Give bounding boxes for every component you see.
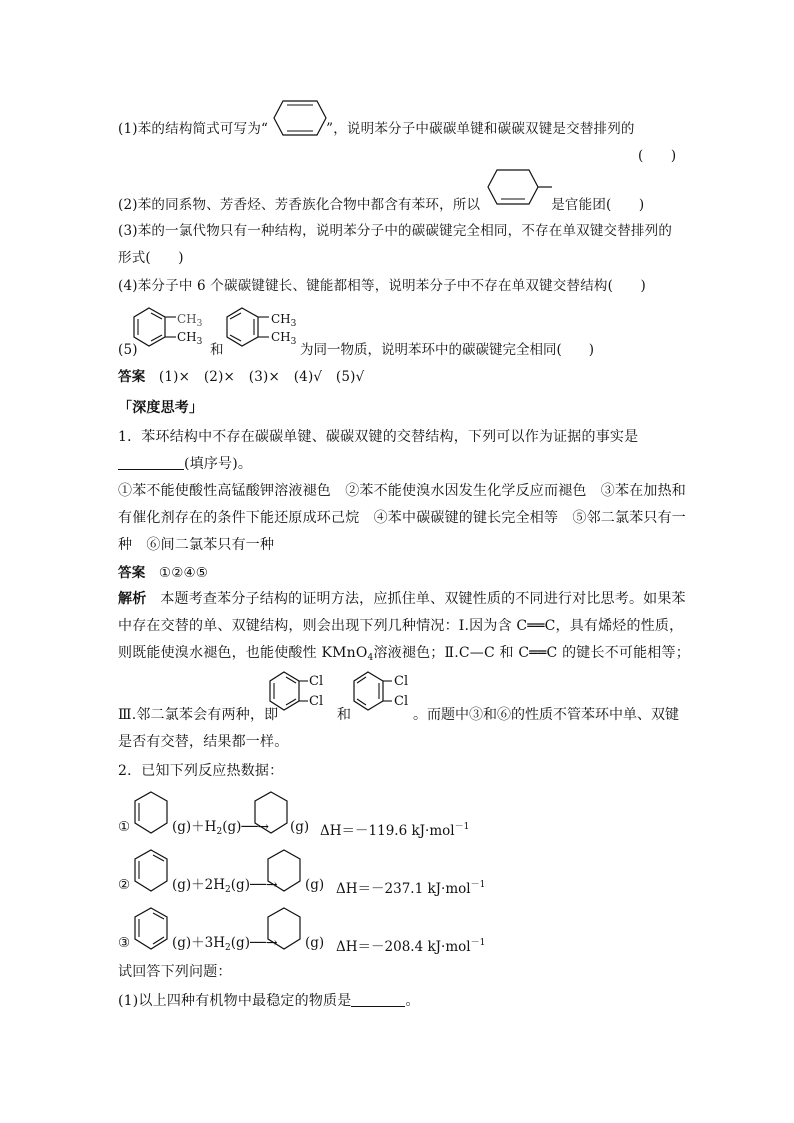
benzene-structure-icon: [133, 905, 173, 953]
r2-enthalpy: ΔH＝－237.1 kJ·mol$^{-1}$: [336, 880, 486, 897]
answer-1-line: [118, 367, 364, 387]
r2-product-state: (g): [305, 877, 325, 893]
item-1-text-post: ”，说明苯分子中碳碳单键和碳碳双键是交替排列的: [326, 121, 635, 137]
r1-enthalpy: ΔH＝－119.6 kJ·mol$^{-1}$: [320, 822, 470, 839]
q2-sub-1: (1)以上四种有机物中最稳定的物质是 。: [118, 993, 420, 1009]
q1-analysis-line-4-pre: Ⅲ.邻二氯苯会有两种，即: [118, 707, 279, 723]
q1-answer-blank[interactable]: [118, 455, 184, 470]
cl-label-1a: Cl: [309, 674, 324, 689]
r3-product-state: (g): [305, 935, 325, 951]
r2-number: ②: [118, 877, 131, 893]
phenyl-group-structure-icon: [486, 168, 554, 206]
q1-analysis-line-5: 是否有交替，结果都一样。: [118, 734, 289, 750]
item-5-and: 和: [210, 342, 224, 358]
q1-options-line-2: 有催化剂存在的条件下能还原成环己烷 ④苯中碳碳键的键长完全相等 ⑤邻二氯苯只有一: [118, 510, 686, 526]
q1-answer-label: 答案: [118, 565, 146, 581]
r1-reactants: $(g)+H_2(g)──\to$: [172, 819, 269, 837]
r3-reactants: $(g)+3H_2(g)──\to$: [172, 935, 278, 953]
item-1-text-pre: (1)苯的结构简式可写为“: [118, 121, 269, 137]
r3-enthalpy: ΔH＝－208.4 kJ·mol$^{-1}$: [336, 938, 486, 955]
ch3-label-1a: $CH_3$: [177, 312, 203, 329]
q2-sub-1-answer-blank[interactable]: [351, 992, 405, 1007]
item-5-text: 为同一物质，说明苯环中的碳碳键完全相同( ): [300, 342, 595, 358]
answer-1-label: 答案: [118, 369, 146, 385]
q1-analysis-line-2: 中存在交替的单、双键结构，则会出现下列几种情况：Ⅰ.因为含 C══C，具有烯烃的性质，: [118, 618, 684, 634]
item-2-text-post: 是官能团( ): [551, 197, 645, 213]
q2-prompt: 试回答下列问题：: [118, 964, 232, 980]
ch3-label-2a: $CH_3$: [271, 312, 297, 329]
q1-answer-text: ①②④⑤: [158, 565, 209, 581]
q1-options-line-3: 种 ⑥间二氯苯只有一种: [118, 537, 275, 553]
q1-analysis-line-4-and: 和: [337, 707, 351, 723]
answer-1-text: (1)× (2)× (3)× (4)√ (5)√: [158, 369, 365, 385]
r1-number: ①: [118, 819, 131, 835]
section-title: 「深度思考」: [118, 400, 204, 416]
benzene-kekule-structure-icon: [272, 99, 328, 137]
r1-product-state: (g): [290, 819, 310, 835]
ch3-label-1b: $CH_3$: [177, 330, 203, 347]
q1-analysis-line-3: 则既能使溴水褪色，也能使酸性 KMnO$_4$溶液褪色；Ⅱ.C—C 和 C══C 的键长不可能相等；: [118, 645, 690, 663]
item-3-line-1: (3)苯的一氯代物只有一种结构，说明苯分子中的碳碳键完全相同，不存在单双键交替排列的: [118, 223, 673, 239]
q1-line-2: (填序号)。: [118, 454, 252, 474]
cyclohexane-structure-3-icon: [266, 905, 306, 953]
q1-options-line-1: ①苯不能使酸性高锰酸钾溶液褪色 ②苯不能使溴水因发生化学反应而褪色 ③苯在加热和: [118, 483, 686, 499]
item-2-text-pre: (2)苯的同系物、芳香烃、芳香族化合物中都含有苯环，所以: [118, 197, 481, 213]
q2-title: 2．已知下列反应热数据：: [118, 763, 284, 779]
r3-number: ③: [118, 935, 131, 951]
item-1-line: [118, 119, 635, 139]
cyclohexadiene-structure-icon: [133, 847, 173, 895]
item-1-paren: ( ): [638, 148, 677, 164]
item-3-line-2: 形式( ): [118, 250, 184, 266]
item-2-line: [118, 195, 644, 215]
q1-analysis-line-1: 解析 本题考查苯分子结构的证明方法，应抓住单、双键性质的不同进行对比思考。如果苯: [118, 591, 686, 607]
q1-line-1: 1．苯环结构中不存在碳碳单键、碳碳双键的交替结构，下列可以作为证据的事实是: [118, 429, 639, 445]
cl-label-2b: Cl: [394, 694, 409, 709]
cl-label-2a: Cl: [394, 674, 409, 689]
r2-reactants: $(g)+2H_2(g)──\to$: [172, 877, 278, 895]
item-4-line: (4)苯分子中 6 个碳碳键键长、键能都相等，说明苯分子中不存在单双键交替结构( ): [118, 278, 646, 294]
cyclohexane-structure-2-icon: [266, 847, 306, 895]
q1-answer-line: [118, 563, 208, 583]
q1-analysis-line-4-post: 。而题中③和⑥的性质不管苯环中单、双键: [413, 707, 679, 723]
cyclohexane-structure-1-icon: [253, 789, 293, 837]
item-5-number: (5): [118, 342, 138, 358]
cyclohexene-structure-icon: [133, 789, 173, 837]
cl-label-1b: Cl: [309, 694, 324, 709]
ch3-label-2b: $CH_3$: [271, 330, 297, 347]
